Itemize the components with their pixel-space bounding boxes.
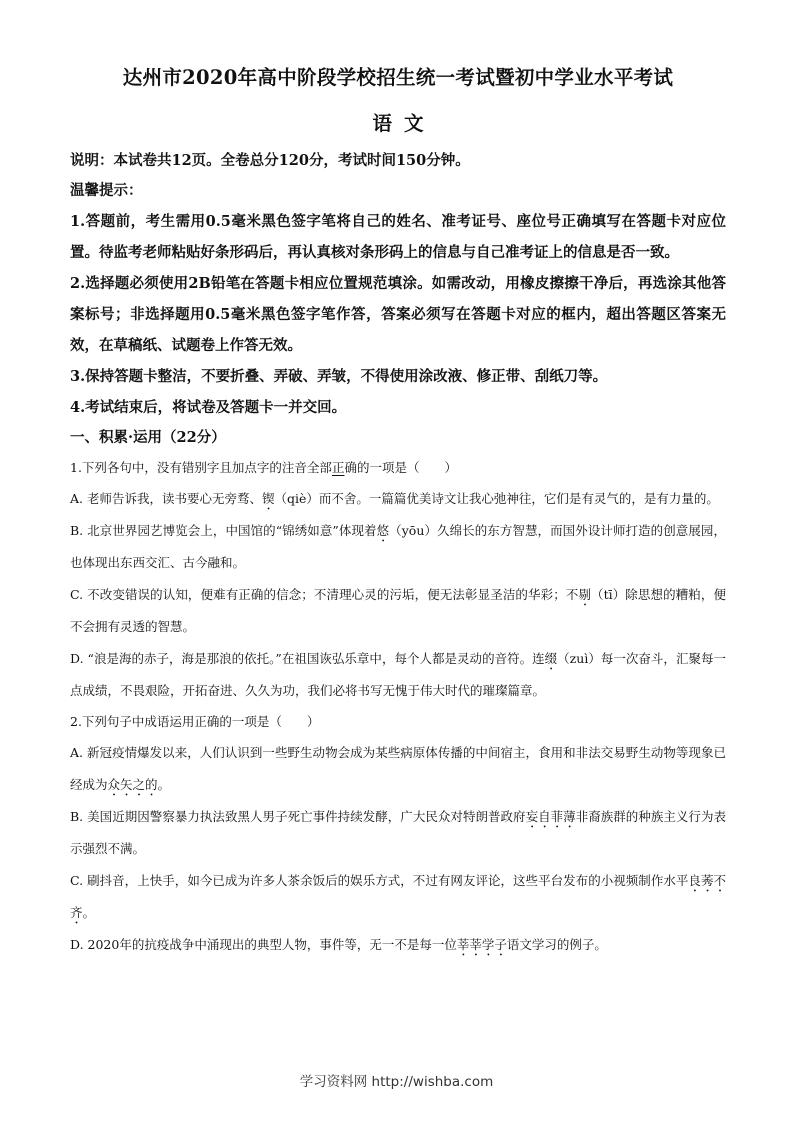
tip-2: 2.选择题必须使用2B铅笔在答题卡相应位置规范填涂。如需改动，用橡皮擦擦干净后，再选涂其他答案标号；非选择题用0.5毫米黑色签字笔作答，答案必须写在答题卡对应的框内，超出答题区答案无效，在草稿纸、试题卷上作答无效。 <box>70 275 726 354</box>
q2-a-text-2: 。 <box>157 777 171 792</box>
q1-option-c <box>70 579 726 643</box>
q1-c-text-2: （tī）除思想的糟粕，便不会拥有灵透的智慧。 <box>70 587 726 634</box>
q1-option-a <box>70 483 726 515</box>
exam-title: 达州市2020年高中阶段学校招生统一考试暨初中学业水平考试 <box>122 66 674 89</box>
q1-b-dotted-char: 悠 <box>376 523 390 538</box>
q1-a-text-2: （qiè）而不舍。一篇篇优美诗文让我心弛神往，它们是有灵气的，是有力量的。 <box>274 491 719 506</box>
tips-heading: 温馨提示： <box>70 182 143 199</box>
q2-option-b <box>70 801 726 865</box>
q2-d-dotted-idiom: 莘莘学子 <box>456 937 507 952</box>
q2-a-dotted-idiom: 众矢之的 <box>107 777 158 792</box>
page-footer[interactable]: 学习资料网 http://wishba.com <box>299 1074 494 1090</box>
q2-b-dotted-idiom: 妄自菲薄 <box>525 809 576 824</box>
q1-stem-text-b: 确的一项是（ ） <box>344 460 457 475</box>
q2-option-c <box>70 865 726 929</box>
q1-stem-underlined: 正 <box>331 460 345 475</box>
exam-description: 说明：本试卷共12页。全卷总分120分，考试时间150分钟。 <box>70 152 470 169</box>
q1-a-text-1: A. 老师告诉我，读书要心无旁骛、 <box>70 491 262 506</box>
q2-c-text-2: 。 <box>82 905 96 920</box>
tip-1: 1.答题前，考生需用0.5毫米黑色签字笔将自己的姓名、准考证号、座位号正确填写在答题卡对应位置。待监考老师粘贴好条形码后，再认真核对条形码上的信息与自己准考证上的信息是否一致。 <box>70 213 726 261</box>
q2-option-a <box>70 737 726 801</box>
q2-c-dotted-idiom: 良莠不齐 <box>70 873 726 920</box>
q1-option-d <box>70 643 726 707</box>
q2-d-text-2: 语文学习的例子。 <box>506 937 607 952</box>
tip-3: 3.保持答题卡整洁，不要折叠、弄破、弄皱，不得使用涂改液、修正带、刮纸刀等。 <box>70 368 608 385</box>
q1-c-dotted-char: 剔 <box>578 587 591 602</box>
question-2-stem: 2.下列句子中成语运用正确的一项是（ ） <box>70 714 320 729</box>
q2-c-text-1: C. 刷抖音，上快手，如今已成为许多人茶余饭后的娱乐方式，不过有网友评论，这些平台发布的小视频制作水平 <box>70 873 689 888</box>
q1-b-text-1: B. 北京世界园艺博览会上，中国馆的“锦绣如意”体现着 <box>70 523 377 538</box>
q1-d-text-2: （zuì）每一次奋斗，汇聚每一点成绩，不畏艰险，开拓奋进、久久为功，我们必将书写无愧于伟大时代的璀璨篇章。 <box>70 651 726 698</box>
q1-option-b <box>70 515 726 579</box>
q1-d-text-1: D. “浪是海的赤子，海是那浪的依托。”在祖国诙弘乐章中，每个人都是灵动的音符。连 <box>70 651 545 666</box>
tip-4: 4.考试结束后，将试卷及答题卡一并交回。 <box>70 399 347 416</box>
subject-title: 语文 <box>372 112 436 135</box>
q1-a-dotted-char: 锲 <box>261 491 275 506</box>
q2-a-text-1: A. 新冠疫情爆发以来，人们认识到一些野生动物会成为某些病原体传播的中间宿主，食用和非法交易野生动物等现象已经成为 <box>70 745 726 792</box>
q2-option-d <box>70 929 726 961</box>
q2-d-text-1: D. 2020年的抗疫战争中涌现出的典型人物，事件等，无一不是每一位 <box>70 937 457 952</box>
q1-b-text-2: （yōu）久绵长的东方智慧，而国外设计师打造的创意展园，也体现出东西交汇、古今融和。 <box>70 523 726 570</box>
q2-b-text-1: B. 美国近期因警察暴力执法致黑人男子死亡事件持续发酵，广大民众对特朗普政府 <box>70 809 526 824</box>
q1-stem-text-a: 1.下列各句中，没有错别字且加点字的注音全部 <box>70 460 332 475</box>
q2-b-text-2: 非裔族群的种族主义行为表示强烈不满。 <box>70 809 726 856</box>
q1-c-text-1: C. 不改变错误的认知，便难有正确的信念；不清理心灵的污垢，便无法彰显圣洁的华彩；不 <box>70 587 579 602</box>
section-heading: 一、积累·运用（22分） <box>70 429 226 446</box>
question-1-stem <box>70 453 726 483</box>
exam-page <box>70 64 726 961</box>
q1-d-dotted-char: 缀 <box>544 651 558 666</box>
